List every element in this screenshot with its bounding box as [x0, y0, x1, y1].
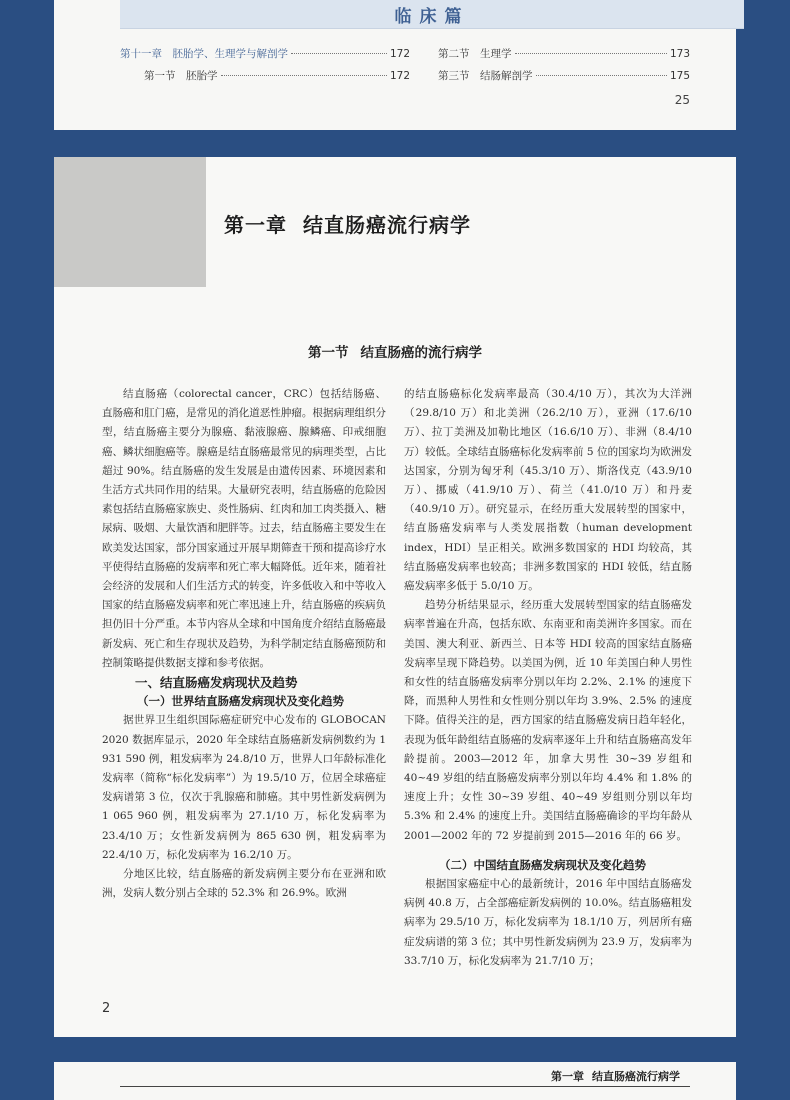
toc-entry[interactable]	[438, 68, 690, 83]
running-head-title: 结直肠癌流行病学	[592, 1070, 680, 1083]
toc-entry[interactable]	[120, 46, 410, 61]
paragraph: 的结直肠癌标化发病率最高（30.4/10 万），其次为大洋洲（29.8/10 万）和北美洲（26.2/10 万），亚洲（17.6/10 万）、拉丁美洲及加勒比地区（16.6/10 万）、非洲（8.4/10 万）较低。全球结直肠癌标化发病率前 5 位的国家均为欧洲发达国家，分别为匈牙利（45.3/10 万）、斯洛伐克（43.9/10 万）、挪威（41.9/10 万）、荷兰（41.0/10 万）和丹麦（40.9/10 万）。研究显示，在经历重大发展转型的国家中，结直肠癌发病率与人类发展指数（human development index，HDI）呈正相关。欧洲多数国家的 HDI 均较高，其结直肠癌发病率也较高；非洲多数国家的 HDI 较低，结直肠癌发病率多低于 5.0/10 万。	[404, 388, 692, 593]
next-page	[54, 1062, 736, 1100]
toc-entry[interactable]	[144, 68, 410, 83]
book-page	[54, 157, 736, 1037]
running-head	[551, 1068, 680, 1084]
section-title	[54, 341, 736, 361]
paragraph: 分地区比较，结直肠癌的新发病例主要分布在亚洲和欧洲，发病人数分别占全球的 52.3% 和 26.9%。欧洲	[102, 868, 386, 900]
toc-entry-page: 175	[669, 70, 690, 82]
paragraph: 据世界卫生组织国际癌症研究中心发布的 GLOBOCAN 2020 数据库显示，2020 年全球结直肠癌新发病例数约为 1 931 590 例，粗发病率为 24.8/10 万，世界人口年龄标准化发病率（简称“标化发病率”）为 19.5/10 万，位居全球癌症发病谱第 3 位，仅次于乳腺癌和肺癌。其中男性新发病例为 1 065 960 例，粗发病率为 27.1/10 万，标化发病率为 23.4/10 万；女性新发病例为 865 630 例，粗发病率为 22.4/10 万，标化发病率为 16.2/10 万。	[102, 714, 386, 861]
section-name: 结直肠癌的流行病学	[360, 345, 482, 361]
toc-page	[54, 0, 736, 130]
section-label: 第一节	[308, 345, 349, 361]
toc-page-number: 25	[674, 93, 690, 107]
chapter-name: 结直肠癌流行病学	[303, 213, 471, 237]
paragraph: 趋势分析结果显示，经历重大发展转型国家的结直肠癌发病率普遍在升高，包括东欧、东南亚和南美洲许多国家。而在美国、澳大利亚、新西兰、日本等 HDI 较高的国家结直肠癌发病率呈现下降趋势。以美国为例，近 10 年美国白种人男性和女性的结直肠癌发病率分别以年均 2.2%、2.1% 的速度下降，而黑种人男性和女性则分别以年均 3.9%、2.5% 的速度下降。值得关注的是，西方国家的结直肠癌发病日趋年轻化，表现为低年龄组结直肠癌的发病率逐年上升和结直肠癌高发年龄提前。2003—2012 年，加拿大男性 30~39 岁组和 40~49 岁组的结直肠癌发病率分别以年均 4.4% 和 1.8% 的速度上升；女性 30~39 岁组、40~49 岁组则分别以年均 5.3% 和 2.4% 的速度上升。美国结直肠癌确诊的平均年龄从 2001—2002 年的 72 岁提前到 2015—2016 年的 66 岁。	[404, 599, 692, 842]
toc-leader	[515, 53, 667, 54]
toc-entry-page: 173	[669, 48, 690, 60]
toc-leader	[221, 75, 387, 76]
running-head-chapter: 第一章	[551, 1070, 584, 1083]
right-column	[404, 385, 692, 971]
toc-part-banner	[120, 0, 744, 29]
chapter-title	[224, 209, 471, 238]
chapter-header-block	[54, 157, 206, 287]
toc-entry-label: 第十一章 胚胎学、生理学与解剖学	[120, 48, 288, 60]
toc-entry[interactable]	[438, 46, 690, 61]
subsection-heading: 一、结直肠癌发病现状及趋势	[135, 675, 298, 691]
toc-entry-label: 第二节 生理学	[438, 48, 512, 60]
toc-entry-page: 172	[389, 70, 410, 82]
page-number: 2	[102, 1001, 111, 1016]
toc-entry-label: 第一节 胚胎学	[144, 70, 218, 82]
toc-entry-label: 第三节 结肠解剖学	[438, 70, 533, 82]
running-head-rule	[120, 1086, 690, 1087]
toc-leader	[536, 75, 667, 76]
paragraph: 结直肠癌（colorectal cancer，CRC）包括结肠癌、直肠癌和肛门癌，是常见的消化道恶性肿瘤。根据病理组织分型，结直肠癌主要分为腺癌、黏液腺癌、腺鳞癌、印戒细胞癌、鳞状细胞癌等。腺癌是结直肠癌最常见的病理类型，占比超过 90%。结直肠癌的发生发展是由遗传因素、环境因素和生活方式共同作用的结果。大量研究表明，结直肠癌的危险因素包括结直肠癌家族史、炎性肠病、红肉和加工肉类摄入、糖尿病、吸烟、大量饮酒和肥胖等。过去，结直肠癌主要发生在欧美发达国家，部分国家通过开展早期筛查干预和提高诊疗水平使得结直肠癌的发病率和死亡率大幅降低。近年来，随着社会经济的发展和人们生活方式的转变，许多低收入和中等收入国家的结直肠癌发病率和死亡率迅速上升，结直肠癌的疾病负担仍旧十分严重。本节内容从全球和中国角度介绍结直肠癌最新发病、死亡和生存现状及趋势，为科学制定结直肠癌预防和控制策略提供数据支撑和参考依据。	[102, 388, 386, 669]
paragraph: 根据国家癌症中心的最新统计，2016 年中国结直肠癌发病例 40.8 万，占全部癌症新发病例的 10.0%。结直肠癌粗发病率为 29.5/10 万，标化发病率为 18.1/10 万，列居所有癌症发病谱的第 3 位；其中男性新发病例为 23.9 万，发病率为 33.7/10 万，标化发病率为 21.7/10 万；	[404, 878, 692, 967]
left-column	[102, 385, 386, 903]
toc-entry-page: 172	[389, 48, 410, 60]
subsubsection-heading: （二）中国结直肠癌发病现状及变化趋势	[439, 857, 646, 872]
subsubsection-heading: （一）世界结直肠癌发病现状及变化趋势	[137, 694, 344, 709]
toc-leader	[291, 53, 387, 54]
chapter-label: 第一章	[224, 213, 287, 237]
toc-part-title: 临床篇	[394, 7, 470, 27]
